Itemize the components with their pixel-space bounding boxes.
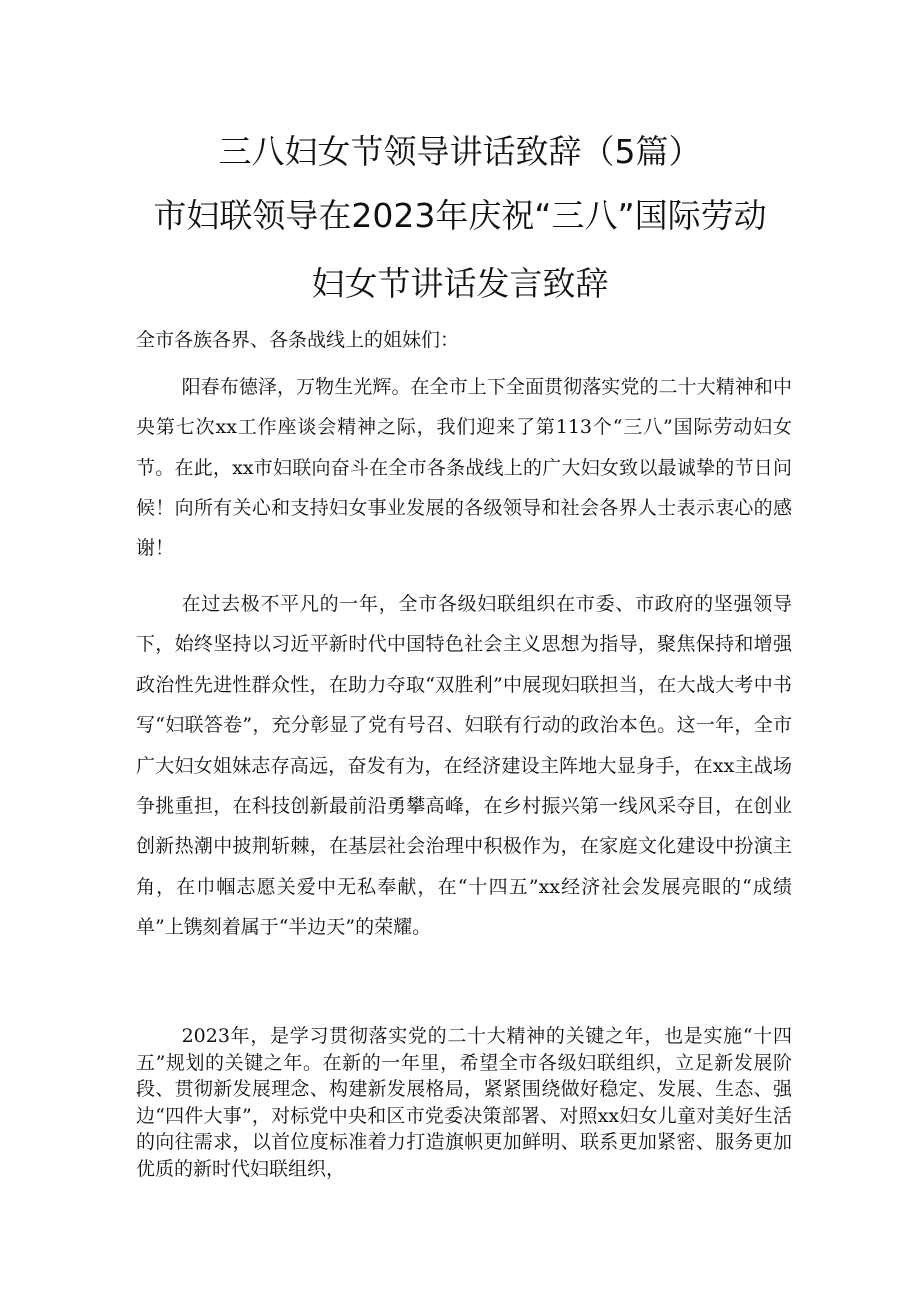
salutation: 全市各族各界、各条战线上的姐妹们：	[136, 329, 460, 351]
speech-title-line-2: 妇女节讲话发言致辞	[311, 264, 609, 303]
document-title: 三八妇女节领导讲话致辞（5篇）	[218, 132, 702, 171]
paragraph-1: 阳春布德泽，万物生光辉。在全市上下全面贯彻落实党的二十大精神和中央第七次xx工作座谈会精神之际，我们迎来了第113个“三八”国际劳动妇女节。在此，xx市妇联向奋斗在全市各条战线上的广大妇女致以最诚挚的节日问候！向所有关心和支持妇女事业发展的各级领导和社会各界人士表示衷心的感谢！	[136, 376, 792, 560]
paragraph-2: 在过去极不平凡的一年，全市各级妇联组织在市委、市政府的坚强领导下，始终坚持以习近平新时代中国特色社会主义思想为指导，聚焦保持和增强政治性先进性群众性，在助力夺取“双胜利”中展现妇联担当，在大战大考中书写“妇联答卷”，充分彰显了党有号召、妇联有行动的政治本色。这一年，全市广大妇女姐妹志存高远，奋发有为，在经济建设主阵地大显身手，在xx主战场争挑重担，在科技创新最前沿勇攀高峰，在乡村振兴第一线风采夺目，在创业创新热潮中披荆斩棘，在基层社会治理中积极作为，在家庭文化建设中扮演主角，在巾帼志愿关爱中无私奉献，在“十四五”xx经济社会发展亮眼的“成绩单”上镌刻着属于“半边天”的荣耀。	[136, 593, 792, 939]
speech-title-line-1: 市妇联领导在2023年庆祝“三八”国际劳动	[153, 196, 767, 235]
paragraph-3: 2023年，是学习贯彻落实党的二十大精神的关键之年，也是实施“十四五”规划的关键之年。在新的一年里，希望全市各级妇联组织，立足新发展阶段、贯彻新发展理念、构建新发展格局，紧紧围绕做好稳定、发展、生态、强边“四件大事”，对标党中央和区市党委决策部署、对照xx妇女儿童对美好生活的向往需求，以首位度标准着力打造旗帜更加鲜明、联系更加紧密、服务更加优质的新时代妇联组织，	[136, 1025, 792, 1180]
